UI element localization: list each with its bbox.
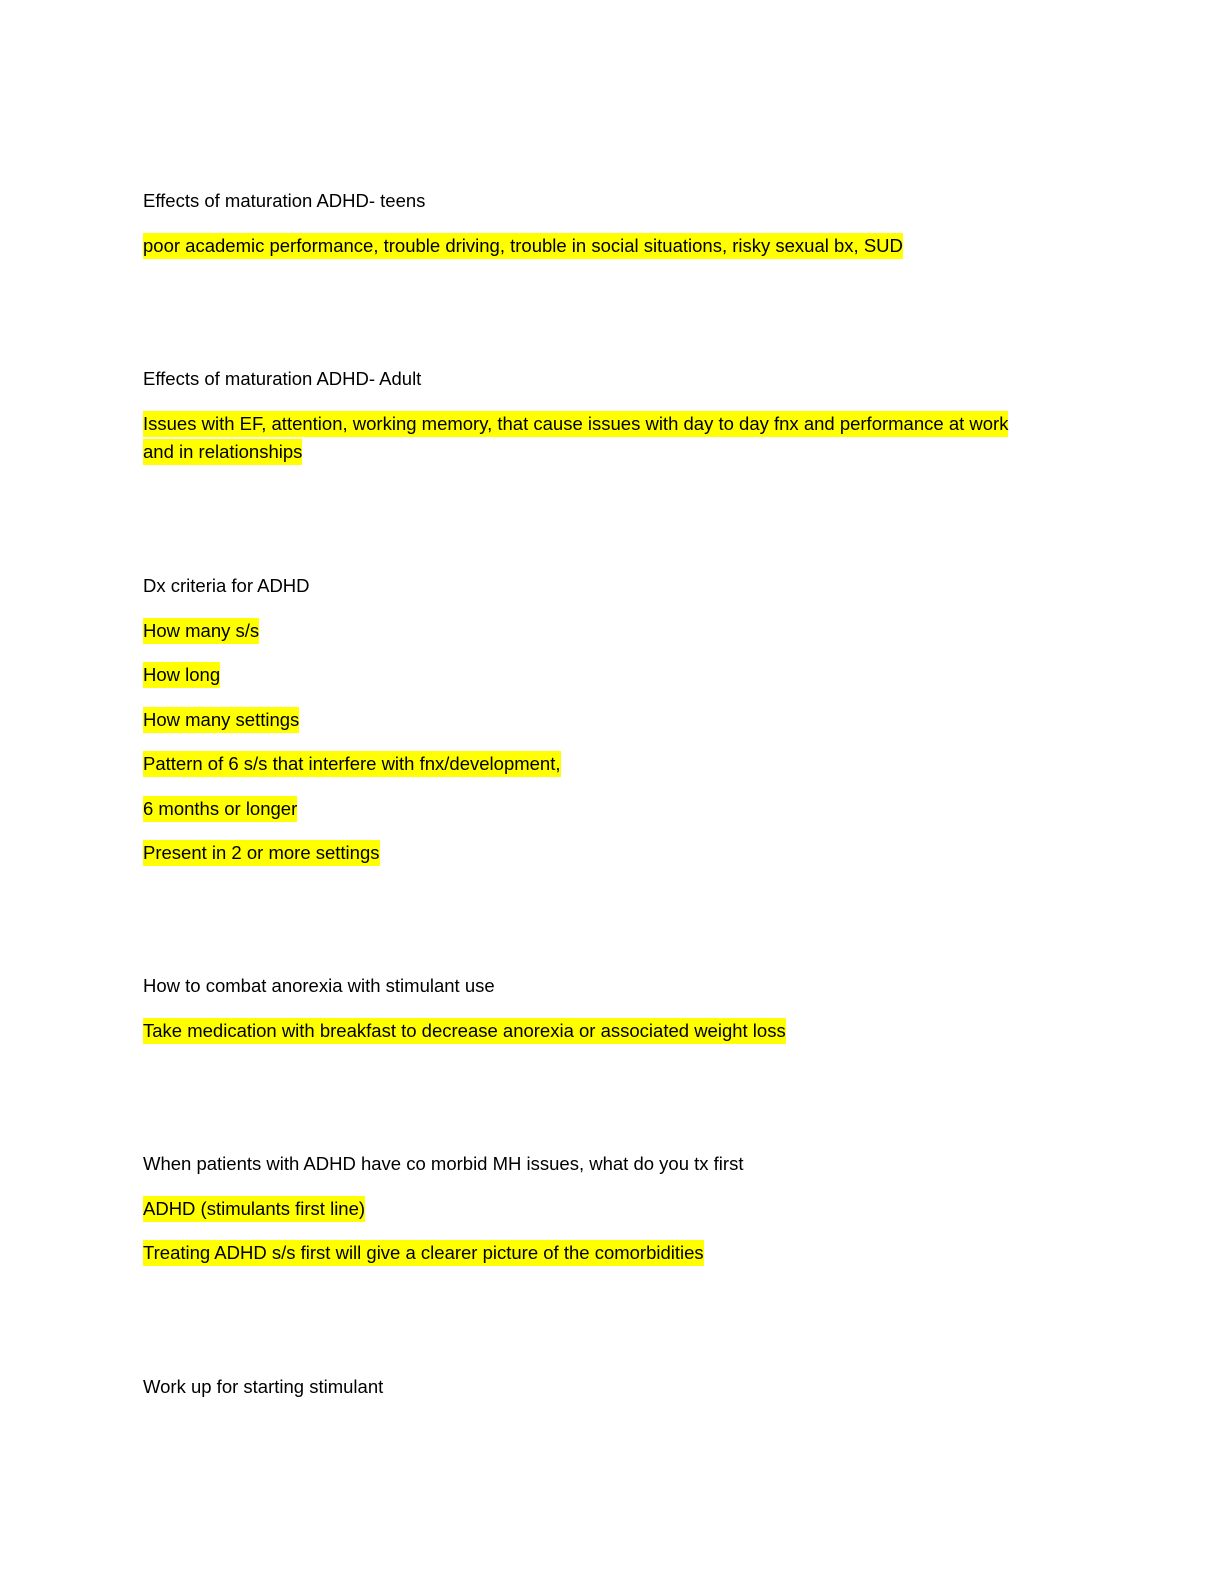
- highlighted-text: ADHD (stimulants first line): [143, 1196, 365, 1222]
- answer-dx-4: [143, 750, 561, 778]
- question-teens: Effects of maturation ADHD- teens: [143, 190, 426, 211]
- answer-comorbid-2: [143, 1239, 704, 1267]
- answer-teens: [143, 232, 903, 260]
- answer-dx-6: [143, 839, 380, 867]
- highlighted-text: How long: [143, 662, 220, 688]
- answer-anorexia: [143, 1017, 786, 1045]
- answer-dx-1: [143, 617, 259, 645]
- answer-dx-2: [143, 661, 220, 689]
- answer-comorbid-1: [143, 1195, 365, 1223]
- question-anorexia: How to combat anorexia with stimulant use: [143, 975, 495, 996]
- answer-dx-3: [143, 706, 299, 734]
- highlighted-text: How many settings: [143, 707, 299, 733]
- question-dx-criteria: Dx criteria for ADHD: [143, 575, 310, 596]
- highlighted-text: How many s/s: [143, 618, 259, 644]
- question-workup: Work up for starting stimulant: [143, 1376, 384, 1397]
- highlighted-text: Take medication with breakfast to decrease anorexia or associated weight loss: [143, 1018, 786, 1044]
- highlighted-text: poor academic performance, trouble driving, trouble in social situations, risky sexual bx, SUD: [143, 233, 903, 259]
- answer-dx-5: [143, 795, 297, 823]
- answer-adult: [143, 410, 1043, 466]
- question-comorbid: When patients with ADHD have co morbid MH issues, what do you tx first: [143, 1153, 744, 1174]
- highlighted-text: Pattern of 6 s/s that interfere with fnx/development,: [143, 751, 561, 777]
- highlighted-text: Issues with EF, attention, working memory, that cause issues with day to day fnx and performance at work and in relationships: [143, 411, 1008, 465]
- highlighted-text: 6 months or longer: [143, 796, 297, 822]
- highlighted-text: Present in 2 or more settings: [143, 840, 380, 866]
- question-adult: Effects of maturation ADHD- Adult: [143, 368, 422, 389]
- highlighted-text: Treating ADHD s/s first will give a clearer picture of the comorbidities: [143, 1240, 704, 1266]
